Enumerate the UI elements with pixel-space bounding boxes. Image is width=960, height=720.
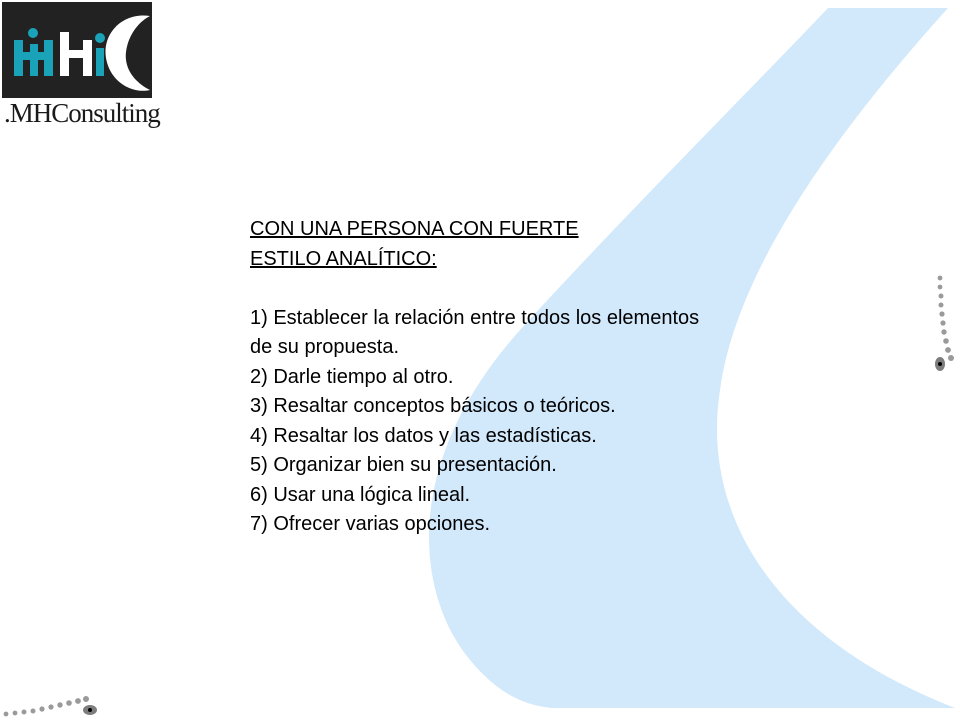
slide-content <box>250 215 720 540</box>
company-wordmark: .MHConsulting <box>4 98 160 128</box>
list-item: 6) Usar una lógica lineal. <box>250 483 471 506</box>
list-item: 4) Resaltar los datos y las estadísticas. <box>250 424 597 447</box>
list-item: 3) Resaltar conceptos básicos o teóricos. <box>250 395 616 417</box>
company-logo <box>2 2 160 134</box>
list-item: 7) Ofrecer varias opciones. <box>250 513 491 535</box>
slide-heading-line-2: ESTILO ANALÍTICO: <box>250 247 437 270</box>
slide-heading-line-1: CON UNA PERSONA CON FUERTE <box>250 218 579 240</box>
spacer <box>250 274 720 304</box>
list-item: 5) Organizar bien su presentación. <box>250 454 557 476</box>
dotted-trail-bottom-left <box>4 696 97 716</box>
list-item: 1) Establecer la relación entre todos los elementos de su propuesta. <box>250 306 700 358</box>
list-item: 2) Darle tiempo al otro. <box>250 365 454 388</box>
dotted-trail-right <box>935 276 954 371</box>
mhc-logo-icon <box>2 2 152 98</box>
